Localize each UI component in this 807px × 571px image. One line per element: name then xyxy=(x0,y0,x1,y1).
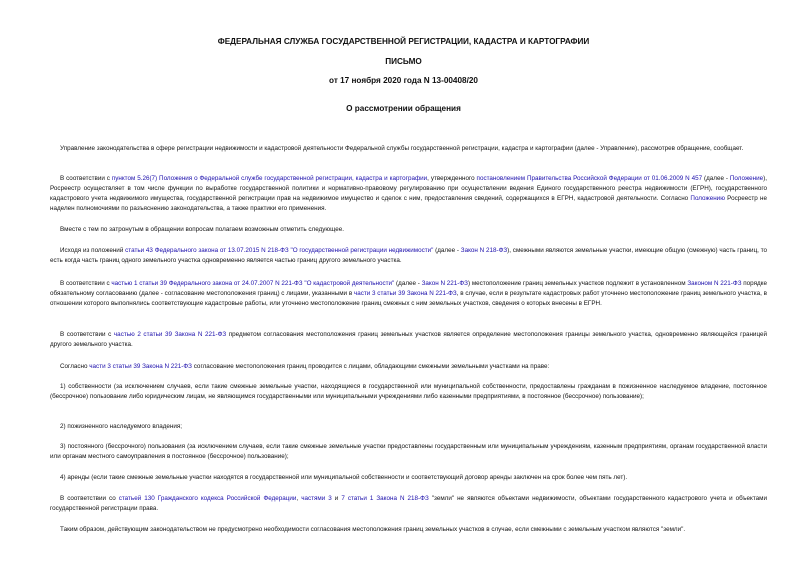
text: ), смежными являются земельные участки, имеющие общую (смежную) часть границ, то есть когда часть границ одного земельного участка одновременно является частью границ другого земельного участка. xyxy=(50,247,768,264)
list-item-3: 3) постоянного (бессрочного) пользования (за исключением случаев, если такие смежные земельные участки предоставлены государственным или муниципальным учреждениям, казенным предприятиям, органам государственной власти или органам местного самоуправления в постоянное (бессрочное) пользование); xyxy=(50,443,767,460)
text: ), Росреестр осуществляет в том числе функции по выработке государственной политики и нормативно-правовому регулированию при осуществлении ведения Единого государственного реестра недвижимости (ЕГРН), государственного кадастрового учета недвижимого имущества, государственной регистрации прав на недвижимое имущество и сделок с ним, предоставления сведений, содержащихся в ЕГРН, кадастровой деятельности. Согласно xyxy=(50,175,768,202)
paragraph-4 xyxy=(50,246,767,266)
paragraph-7 xyxy=(50,362,767,372)
link-civil-code-130[interactable]: статьей 130 Гражданского кодекса Российской Федерации xyxy=(118,495,297,502)
link-law-221[interactable]: Закон N 221-ФЗ xyxy=(421,280,468,287)
text: , xyxy=(296,495,302,502)
text: В соответствии с xyxy=(60,280,112,287)
list-item-4: 4) аренды (если такие смежные земельные участки находятся в государственной или муниципальной собственности и соответствующий договор аренды заключен на срок более чем пять лет). xyxy=(60,474,628,481)
link-law-221-art-39-p2[interactable]: частью 2 статьи 39 Закона N 221-ФЗ xyxy=(113,331,227,338)
paragraph-12 xyxy=(50,494,767,514)
link-law-221-b[interactable]: Законом N 221-ФЗ xyxy=(687,280,742,287)
link-law-218-art-43[interactable]: статьи 43 Федерального закона от 13.07.2015 N 218-ФЗ "О государственной регистрации недвижимости" xyxy=(125,247,434,254)
link-law-218[interactable]: Закон N 218-ФЗ xyxy=(460,247,508,254)
link-regulation-clause[interactable]: пунктом 5.26(7) Положения о Федеральной службе государственной регистрации, кадастра и картографии xyxy=(111,175,428,182)
text: предметом согласования местоположения границ земельных участков является определение местоположения границы земельного участка, одновременно являющейся границей другого земельного участка. xyxy=(50,331,768,348)
link-law-221-art-39-p1[interactable]: частью 1 статьи 39 Федерального закона от 24.07.2007 N 221-ФЗ "О кадастровой деятельности" xyxy=(111,280,395,287)
link-parts-3[interactable]: частями 3 xyxy=(301,495,332,502)
paragraph-3: Вместе с тем по затронутым в обращении вопросам полагаем возможным отметить следующее. xyxy=(60,226,344,233)
paragraph-6 xyxy=(50,330,767,350)
text: В соответствии со xyxy=(60,495,119,502)
paragraph-13: Таким образом, действующим законодательством не предусмотрено необходимости согласования местоположения границ земельных участков в случае, если смежными с земельным участком являются "земли". xyxy=(60,526,686,533)
text: согласование местоположения границ проводится с лицами, обладающими смежными земельными участками на праве: xyxy=(191,363,550,370)
text: Согласно xyxy=(60,363,90,370)
agency-title: ФЕДЕРАЛЬНАЯ СЛУЖБА ГОСУДАРСТВЕННОЙ РЕГИСТРАЦИИ, КАДАСТРА И КАРТОГРАФИИ xyxy=(217,37,590,46)
document-type: ПИСЬМО xyxy=(385,57,422,66)
text: (далее - xyxy=(394,280,422,287)
text: (далее - xyxy=(433,247,461,254)
list-item-2: 2) пожизненного наследуемого владения; xyxy=(60,423,183,430)
text: и xyxy=(331,495,342,502)
text: В соответствии с xyxy=(60,175,112,182)
text: , утвержденного xyxy=(427,175,477,182)
text: В соответствии с xyxy=(60,331,114,338)
text: , в случае, если в результате кадастровых работ уточнено местоположение границ земельного участка, в отношении которого выполнялись соответствующие кадастровые работы, или уточнено местоположение границ смежных с ним земельных участков, сведения о которых внесены в ЕГРН. xyxy=(50,289,767,307)
text: Исходя из положений xyxy=(60,247,126,254)
text: Росреестр не наделен полномочиями по разъяснению законодательства, а также практики его применения. xyxy=(50,194,767,212)
link-law-218-art-1-p7[interactable]: 7 статьи 1 Закона N 218-ФЗ xyxy=(341,495,429,502)
paragraph-5 xyxy=(50,279,767,309)
document-subject: О рассмотрении обращения xyxy=(346,104,461,113)
text: (далее - xyxy=(702,175,730,182)
link-regulation[interactable]: Положение xyxy=(729,175,764,182)
list-item-1: 1) собственности (за исключением случаев, если такие смежные земельные участки, находящиеся в государственной или муниципальной собственности, предоставлены гражданам в пожизненное наследуемое владение, постоянное (бессрочное) пользование либо юридическим лицам, не являющимся государственными или муниципальными учреждениями либо казенными предприятиями, в постоянное (бессрочное) пользование); xyxy=(50,383,767,400)
text: "земли" не являются объектами недвижимости, объектами государственного кадастрового учета и объектами государственной регистрации права. xyxy=(50,495,767,512)
document-date-number: от 17 ноября 2020 года N 13-00408/20 xyxy=(329,76,478,85)
link-regulation-2[interactable]: Положению xyxy=(690,194,725,202)
text: ) местоположение границ земельных участков подлежит в установленном xyxy=(467,280,688,287)
link-law-221-art-39-p3-b[interactable]: части 3 статьи 39 Закона N 221-ФЗ xyxy=(89,363,192,370)
link-law-221-art-39-p3[interactable]: части 3 статьи 39 Закона N 221-ФЗ xyxy=(353,289,457,297)
link-government-decree[interactable]: постановлением Правительства Российской Федерации от 01.06.2009 N 457 xyxy=(476,175,703,182)
paragraph-1: Управление законодательства в сфере регистрации недвижимости и кадастровой деятельности Федеральной службы государственной регистрации, кадастра и картографии (далее - Управление), рассмотрев обращение, сообщает. xyxy=(60,145,744,152)
text: порядке обязательному согласованию (далее - согласование местоположения границ) с лицами, указанными в xyxy=(50,280,768,297)
paragraph-2 xyxy=(50,174,767,214)
